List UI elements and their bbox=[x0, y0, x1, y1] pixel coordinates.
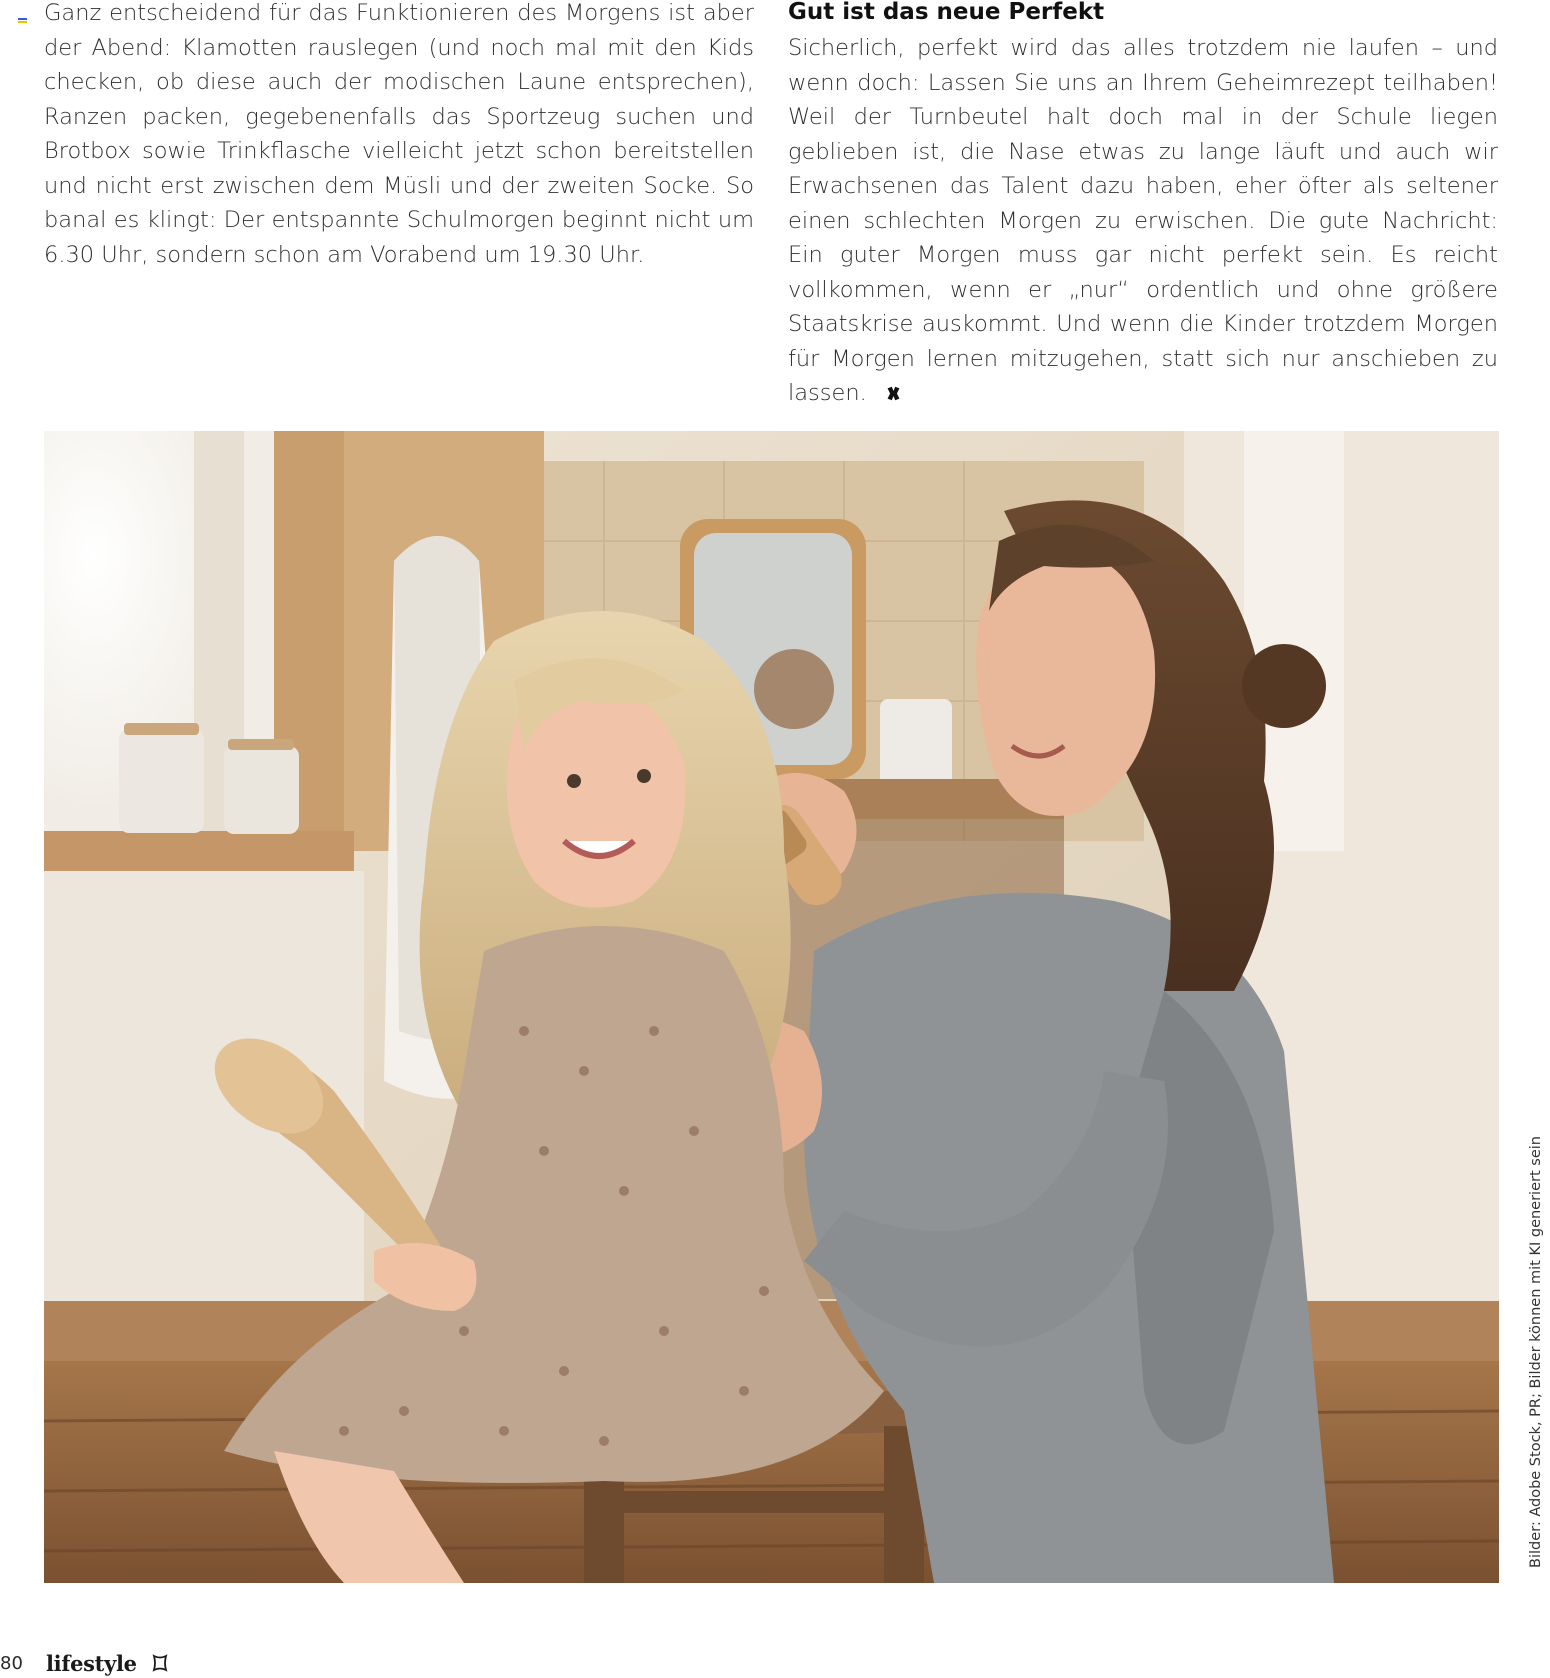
corner-color-marker-icon bbox=[18, 18, 27, 26]
right-column bbox=[788, 0, 1498, 411]
section-heading: Gut ist das neue Perfekt bbox=[788, 0, 1105, 25]
left-paragraph: Ganz entscheidend für das Funktionieren des Morgens ist aber der Abend: Klamotten rauslegen (und noch mal mit den Kids checken, ob diese auch der modischen Laune entsprechen), Ranzen packen, gegebenenfalls das Sportzeug suchen und Brotbox sowie Trinkflasche vielleicht jetzt schon bereitstellen und nicht erst zwischen dem Müsli und der zweiten Socke. So banal es klingt: Der entspannte Schulmorgen beginnt nicht um 6.30 Uhr, sondern schon am Vorabend um 19.30 Uhr. bbox=[44, 0, 754, 268]
right-paragraph-text: Sicherlich, perfekt wird das alles trotzdem nie laufen – und wenn doch: Lassen Sie uns an Ihrem Geheimrezept teilhaben! Weil der Turnbeutel halt doch mal in der Schule liegen geblieben ist, die Nase etwas zu lange läuft und auch wir Erwachsenen das Talent dazu haben, eher öfter als seltener einen schlechten Morgen zu erwischen. Die gute Nachricht: Ein guter Morgen muss gar nicht perfekt sein. Es reicht vollkommen, wenn er „nur“ ordentlich und ohne größere Staatskrise auskommt. Und wenn die Kinder trotzdem Morgen für Morgen lernen mitzugehen, statt sich nur anschieben zu lassen. bbox=[788, 35, 1498, 406]
page-number: 80 bbox=[0, 1652, 23, 1674]
brand-logo-text: lifestyle bbox=[46, 1650, 137, 1676]
flower-outline-icon bbox=[150, 1653, 170, 1673]
photo-illustration bbox=[44, 431, 1499, 1583]
article-photo bbox=[44, 431, 1499, 1583]
photo-credit: Bilder: Adobe Stock, PR; Bilder können mit KI generiert sein bbox=[1528, 1136, 1544, 1568]
right-paragraph bbox=[788, 31, 1498, 411]
page-footer bbox=[0, 1649, 170, 1677]
left-column bbox=[44, 0, 754, 272]
article-end-icon bbox=[885, 385, 902, 402]
